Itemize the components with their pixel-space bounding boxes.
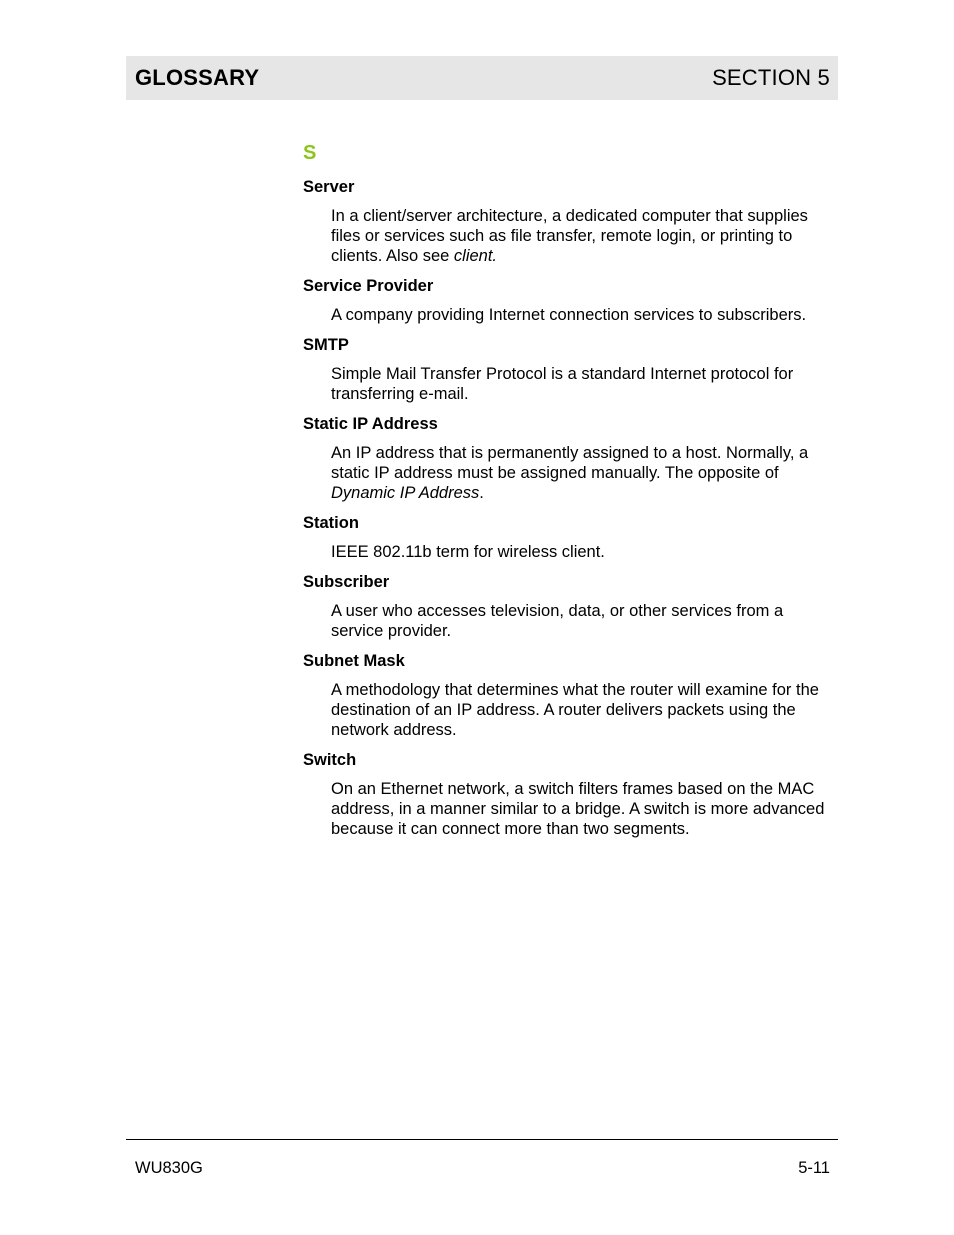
header-section: SECTION 5 [712, 65, 830, 90]
definition-italic-text: client. [453, 247, 498, 265]
definition-text: An IP address that is permanently assigned to a host. Normally, a static IP address must be assigned manually. The opposite of [331, 444, 809, 482]
definition-text: Simple Mail Transfer Protocol is a standard Internet protocol for transferring e-mail. [331, 365, 794, 403]
definition-text: A user who accesses television, data, or other services from a service provider. [331, 602, 784, 640]
glossary-entry [303, 276, 833, 325]
glossary-entry [303, 414, 833, 503]
glossary-definition [331, 443, 833, 503]
glossary-entry [303, 651, 833, 740]
header-title: GLOSSARY [135, 65, 260, 90]
glossary-term: Server [303, 178, 355, 196]
glossary-term: Subnet Mask [303, 652, 405, 670]
glossary-term: Switch [303, 751, 357, 769]
glossary-term: Subscriber [303, 573, 390, 591]
footer-model-number: WU830G [135, 1159, 203, 1177]
definition-text: A methodology that determines what the router will examine for the destination of an IP address. A router delivers packets using the network address. [331, 681, 819, 739]
glossary-term: Service Provider [303, 277, 434, 295]
section-letter-heading: S [303, 142, 317, 164]
glossary-entry [303, 572, 833, 641]
glossary-definition [331, 542, 833, 562]
definition-italic-text: Dynamic IP Address [331, 484, 480, 502]
glossary-entry [303, 335, 833, 404]
glossary-list [303, 177, 833, 849]
glossary-entry [303, 513, 833, 562]
footer-divider [126, 1139, 838, 1140]
glossary-entry [303, 750, 833, 839]
glossary-definition [331, 305, 833, 325]
glossary-definition [331, 779, 833, 839]
definition-text: A company providing Internet connection services to subscribers. [331, 306, 807, 324]
definition-text: On an Ethernet network, a switch filters frames based on the MAC address, in a manner similar to a bridge. A switch is more advanced because it can connect more than two segments. [331, 780, 825, 838]
glossary-term: SMTP [303, 336, 349, 354]
definition-trailing-text: . [479, 484, 484, 502]
glossary-definition [331, 601, 833, 641]
glossary-definition [331, 206, 833, 266]
footer-page-number: 5-11 [798, 1159, 830, 1177]
glossary-definition [331, 680, 833, 740]
glossary-entry [303, 177, 833, 266]
page-header [126, 56, 838, 100]
definition-text: IEEE 802.11b term for wireless client. [331, 543, 605, 561]
glossary-term: Station [303, 514, 359, 532]
glossary-definition [331, 364, 833, 404]
glossary-term: Static IP Address [303, 415, 438, 433]
definition-text: In a client/server architecture, a dedicated computer that supplies files or services such as file transfer, remote login, or printing to clients. Also see [331, 207, 808, 265]
